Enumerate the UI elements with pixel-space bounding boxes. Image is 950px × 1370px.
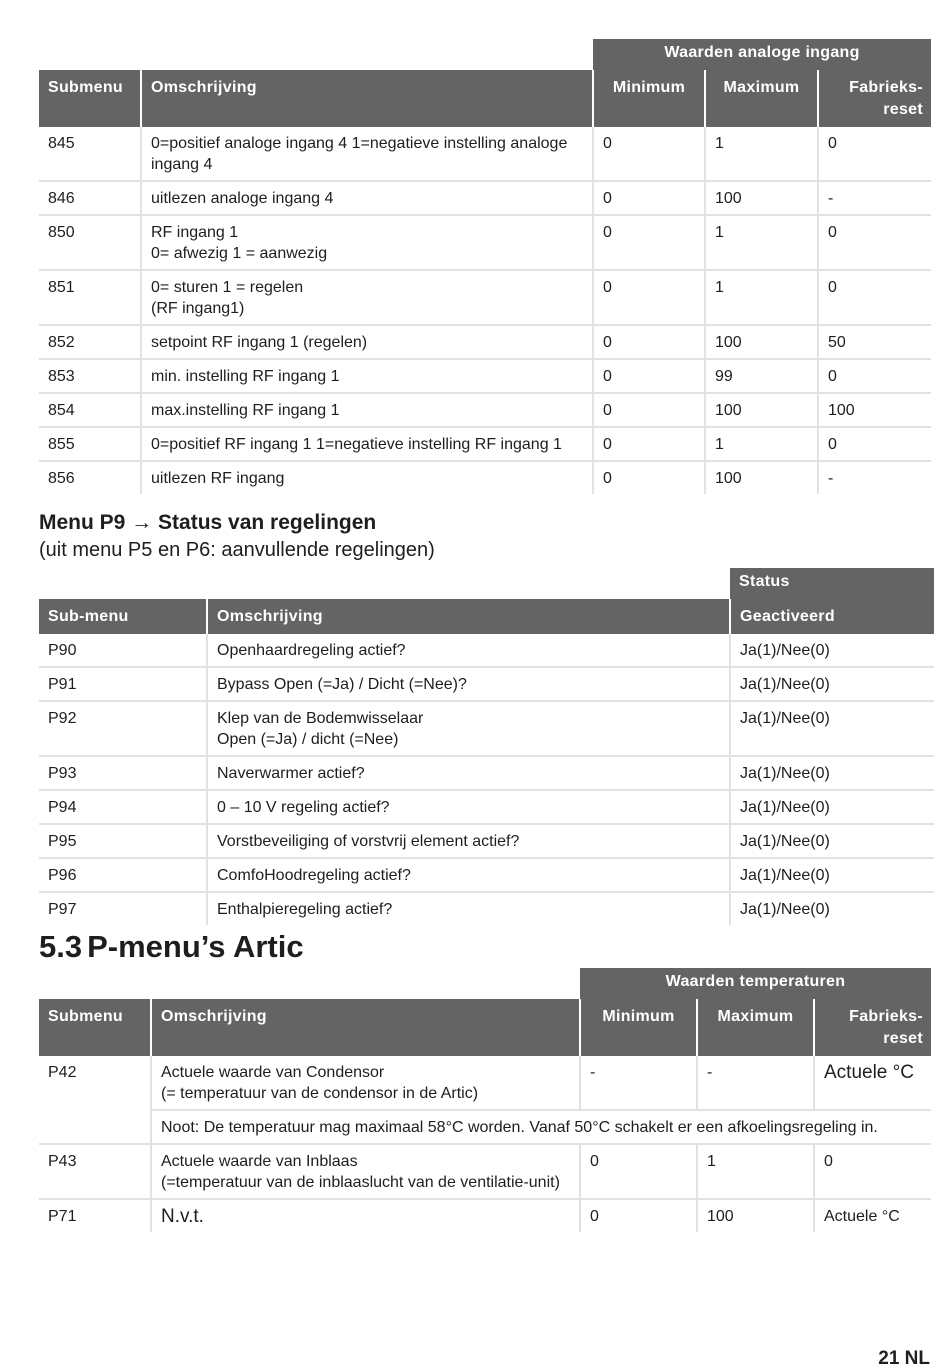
maximum-cell: - <box>697 1056 814 1110</box>
factory-reset-cell: 0 <box>818 270 931 325</box>
description-cell: setpoint RF ingang 1 (regelen) <box>141 325 593 359</box>
table-row <box>39 892 934 925</box>
description-cell: max.instelling RF ingang 1 <box>141 393 593 427</box>
maximum-cell: 1 <box>705 270 818 325</box>
factory-reset-cell: 0 <box>814 1144 931 1199</box>
section-subheading-p9: (uit menu P5 en P6: aanvullende regelingen) <box>39 539 435 561</box>
description-cell: 0=positief RF ingang 1 1=negatieve instelling RF ingang 1 <box>141 427 593 461</box>
activated-cell: Ja(1)/Nee(0) <box>730 756 934 790</box>
column-header-factory-reset: Fabrieks- reset <box>818 70 931 127</box>
analog-input-table <box>39 39 931 494</box>
submenu-cell: P90 <box>39 634 207 667</box>
table-row <box>39 824 934 858</box>
submenu-cell: 850 <box>39 215 141 270</box>
column-header-submenu: Sub-menu <box>39 599 207 634</box>
submenu-cell: P94 <box>39 790 207 824</box>
description-cell: Klep van de Bodemwisselaar Open (=Ja) / dicht (=Nee) <box>207 701 730 756</box>
minimum-cell: 0 <box>580 1199 697 1232</box>
description-cell: N.v.t. <box>151 1199 580 1232</box>
note-text: Noot: De temperatuur mag maximaal 58°C worden. Vanaf 50°C schakelt er een afkoelingsregeling in. <box>151 1110 931 1144</box>
table-row <box>39 1144 931 1199</box>
description-cell: RF ingang 1 0= afwezig 1 = aanwezig <box>141 215 593 270</box>
submenu-cell: 853 <box>39 359 141 393</box>
factory-reset-cell: - <box>818 461 931 494</box>
group-header-analog-values: Waarden analoge ingang <box>593 39 931 70</box>
description-cell: 0 – 10 V regeling actief? <box>207 790 730 824</box>
submenu-cell: 854 <box>39 393 141 427</box>
factory-reset-cell: 0 <box>818 127 931 181</box>
column-header-maximum: Maximum <box>697 999 814 1056</box>
description-cell: Actuele waarde van Inblaas (=temperatuur van de inblaaslucht van de ventilatie-unit) <box>151 1144 580 1199</box>
table-row <box>39 215 931 270</box>
table-row <box>39 461 931 494</box>
group-header-temperature-values: Waarden temperaturen <box>580 968 931 999</box>
minimum-cell: 0 <box>593 181 705 215</box>
minimum-cell: 0 <box>593 359 705 393</box>
description-cell: min. instelling RF ingang 1 <box>141 359 593 393</box>
activated-cell: Ja(1)/Nee(0) <box>730 790 934 824</box>
section-number: 5.3 <box>39 929 83 964</box>
activated-cell: Ja(1)/Nee(0) <box>730 667 934 701</box>
factory-reset-cell: 0 <box>818 427 931 461</box>
factory-reset-cell: 0 <box>818 359 931 393</box>
factory-reset-cell: Actuele °C <box>814 1199 931 1232</box>
table-row <box>39 1199 931 1232</box>
activated-cell: Ja(1)/Nee(0) <box>730 858 934 892</box>
section-title: P-menu’s Artic <box>87 929 304 964</box>
submenu-cell: P93 <box>39 756 207 790</box>
submenu-cell: P42 <box>48 1064 77 1081</box>
column-header-maximum: Maximum <box>705 70 818 127</box>
column-header-minimum: Minimum <box>593 70 705 127</box>
column-header-description: Omschrijving <box>151 999 580 1056</box>
description-cell: uitlezen RF ingang <box>141 461 593 494</box>
table-row <box>39 701 934 756</box>
submenu-cell: P97 <box>48 901 77 918</box>
table2-body <box>39 634 934 925</box>
table-row <box>39 427 931 461</box>
table-row <box>39 667 934 701</box>
activated-cell: Ja(1)/Nee(0) <box>730 824 934 858</box>
minimum-cell: - <box>580 1056 697 1110</box>
table-row <box>39 127 931 181</box>
section-heading-5-3 <box>39 929 304 965</box>
factory-reset-cell: 50 <box>818 325 931 359</box>
table-row <box>39 270 931 325</box>
maximum-cell: 100 <box>705 325 818 359</box>
maximum-cell: 1 <box>705 127 818 181</box>
factory-reset-cell: 100 <box>818 393 931 427</box>
maximum-cell: 1 <box>697 1144 814 1199</box>
maximum-cell: 100 <box>697 1199 814 1232</box>
submenu-cell: P96 <box>39 858 207 892</box>
description-cell: Enthalpieregeling actief? <box>207 892 730 925</box>
table-row <box>39 181 931 215</box>
description-cell: uitlezen analoge ingang 4 <box>141 181 593 215</box>
table-row <box>39 1056 931 1110</box>
table-row <box>39 634 934 667</box>
table-row <box>39 393 931 427</box>
submenu-cell: 851 <box>39 270 141 325</box>
submenu-cell: P91 <box>39 667 207 701</box>
column-header-description: Omschrijving <box>207 599 730 634</box>
page-number: 21 NL <box>878 1348 930 1369</box>
submenu-cell: 855 <box>39 427 141 461</box>
column-header-activated: Geactiveerd <box>730 599 934 634</box>
factory-reset-cell: Actuele °C <box>814 1056 931 1110</box>
submenu-cell: P43 <box>39 1144 151 1199</box>
maximum-cell: 100 <box>705 393 818 427</box>
submenu-cell: P92 <box>39 701 207 756</box>
table1-body <box>39 127 931 494</box>
minimum-cell: 0 <box>593 127 705 181</box>
submenu-cell: 846 <box>39 181 141 215</box>
note-row <box>39 1110 931 1144</box>
submenu-cell: P71 <box>48 1208 77 1225</box>
maximum-cell: 100 <box>705 181 818 215</box>
submenu-cell: P95 <box>39 824 207 858</box>
maximum-cell: 99 <box>705 359 818 393</box>
minimum-cell: 0 <box>593 215 705 270</box>
activated-cell: Ja(1)/Nee(0) <box>730 701 934 756</box>
group-header-status: Status <box>730 568 934 599</box>
minimum-cell: 0 <box>593 393 705 427</box>
minimum-cell: 0 <box>580 1144 697 1199</box>
description-cell: Vorstbeveiliging of vorstvrij element actief? <box>207 824 730 858</box>
maximum-cell: 1 <box>705 427 818 461</box>
column-header-description: Omschrijving <box>141 70 593 127</box>
column-header-submenu: Submenu <box>39 999 151 1056</box>
minimum-cell: 0 <box>593 427 705 461</box>
minimum-cell: 0 <box>593 270 705 325</box>
description-cell: 0=positief analoge ingang 4 1=negatieve instelling analoge ingang 4 <box>141 127 593 181</box>
submenu-cell: 856 <box>48 470 75 487</box>
column-header-submenu: Submenu <box>39 70 141 127</box>
maximum-cell: 1 <box>705 215 818 270</box>
submenu-cell: 845 <box>39 127 141 181</box>
table-row <box>39 325 931 359</box>
status-table <box>39 568 934 925</box>
description-cell: ComfoHoodregeling actief? <box>207 858 730 892</box>
section-heading-p9: Menu P9 → Status van regelingen <box>39 511 377 534</box>
description-cell: Actuele waarde van Condensor (= temperatuur van de condensor in de Artic) <box>151 1056 580 1110</box>
column-header-minimum: Minimum <box>580 999 697 1056</box>
temperature-table <box>39 968 931 1232</box>
activated-cell: Ja(1)/Nee(0) <box>730 892 934 925</box>
minimum-cell: 0 <box>593 325 705 359</box>
table-row <box>39 790 934 824</box>
factory-reset-cell: 0 <box>818 215 931 270</box>
description-cell: Bypass Open (=Ja) / Dicht (=Nee)? <box>207 667 730 701</box>
table-row <box>39 359 931 393</box>
maximum-cell: 100 <box>705 461 818 494</box>
description-cell: 0= sturen 1 = regelen (RF ingang1) <box>141 270 593 325</box>
activated-cell: Ja(1)/Nee(0) <box>730 634 934 667</box>
table-row <box>39 756 934 790</box>
minimum-cell: 0 <box>593 461 705 494</box>
column-header-factory-reset: Fabrieks- reset <box>814 999 931 1056</box>
table-row <box>39 858 934 892</box>
description-cell: Openhaardregeling actief? <box>207 634 730 667</box>
description-cell: Naverwarmer actief? <box>207 756 730 790</box>
submenu-cell: 852 <box>39 325 141 359</box>
factory-reset-cell: - <box>818 181 931 215</box>
